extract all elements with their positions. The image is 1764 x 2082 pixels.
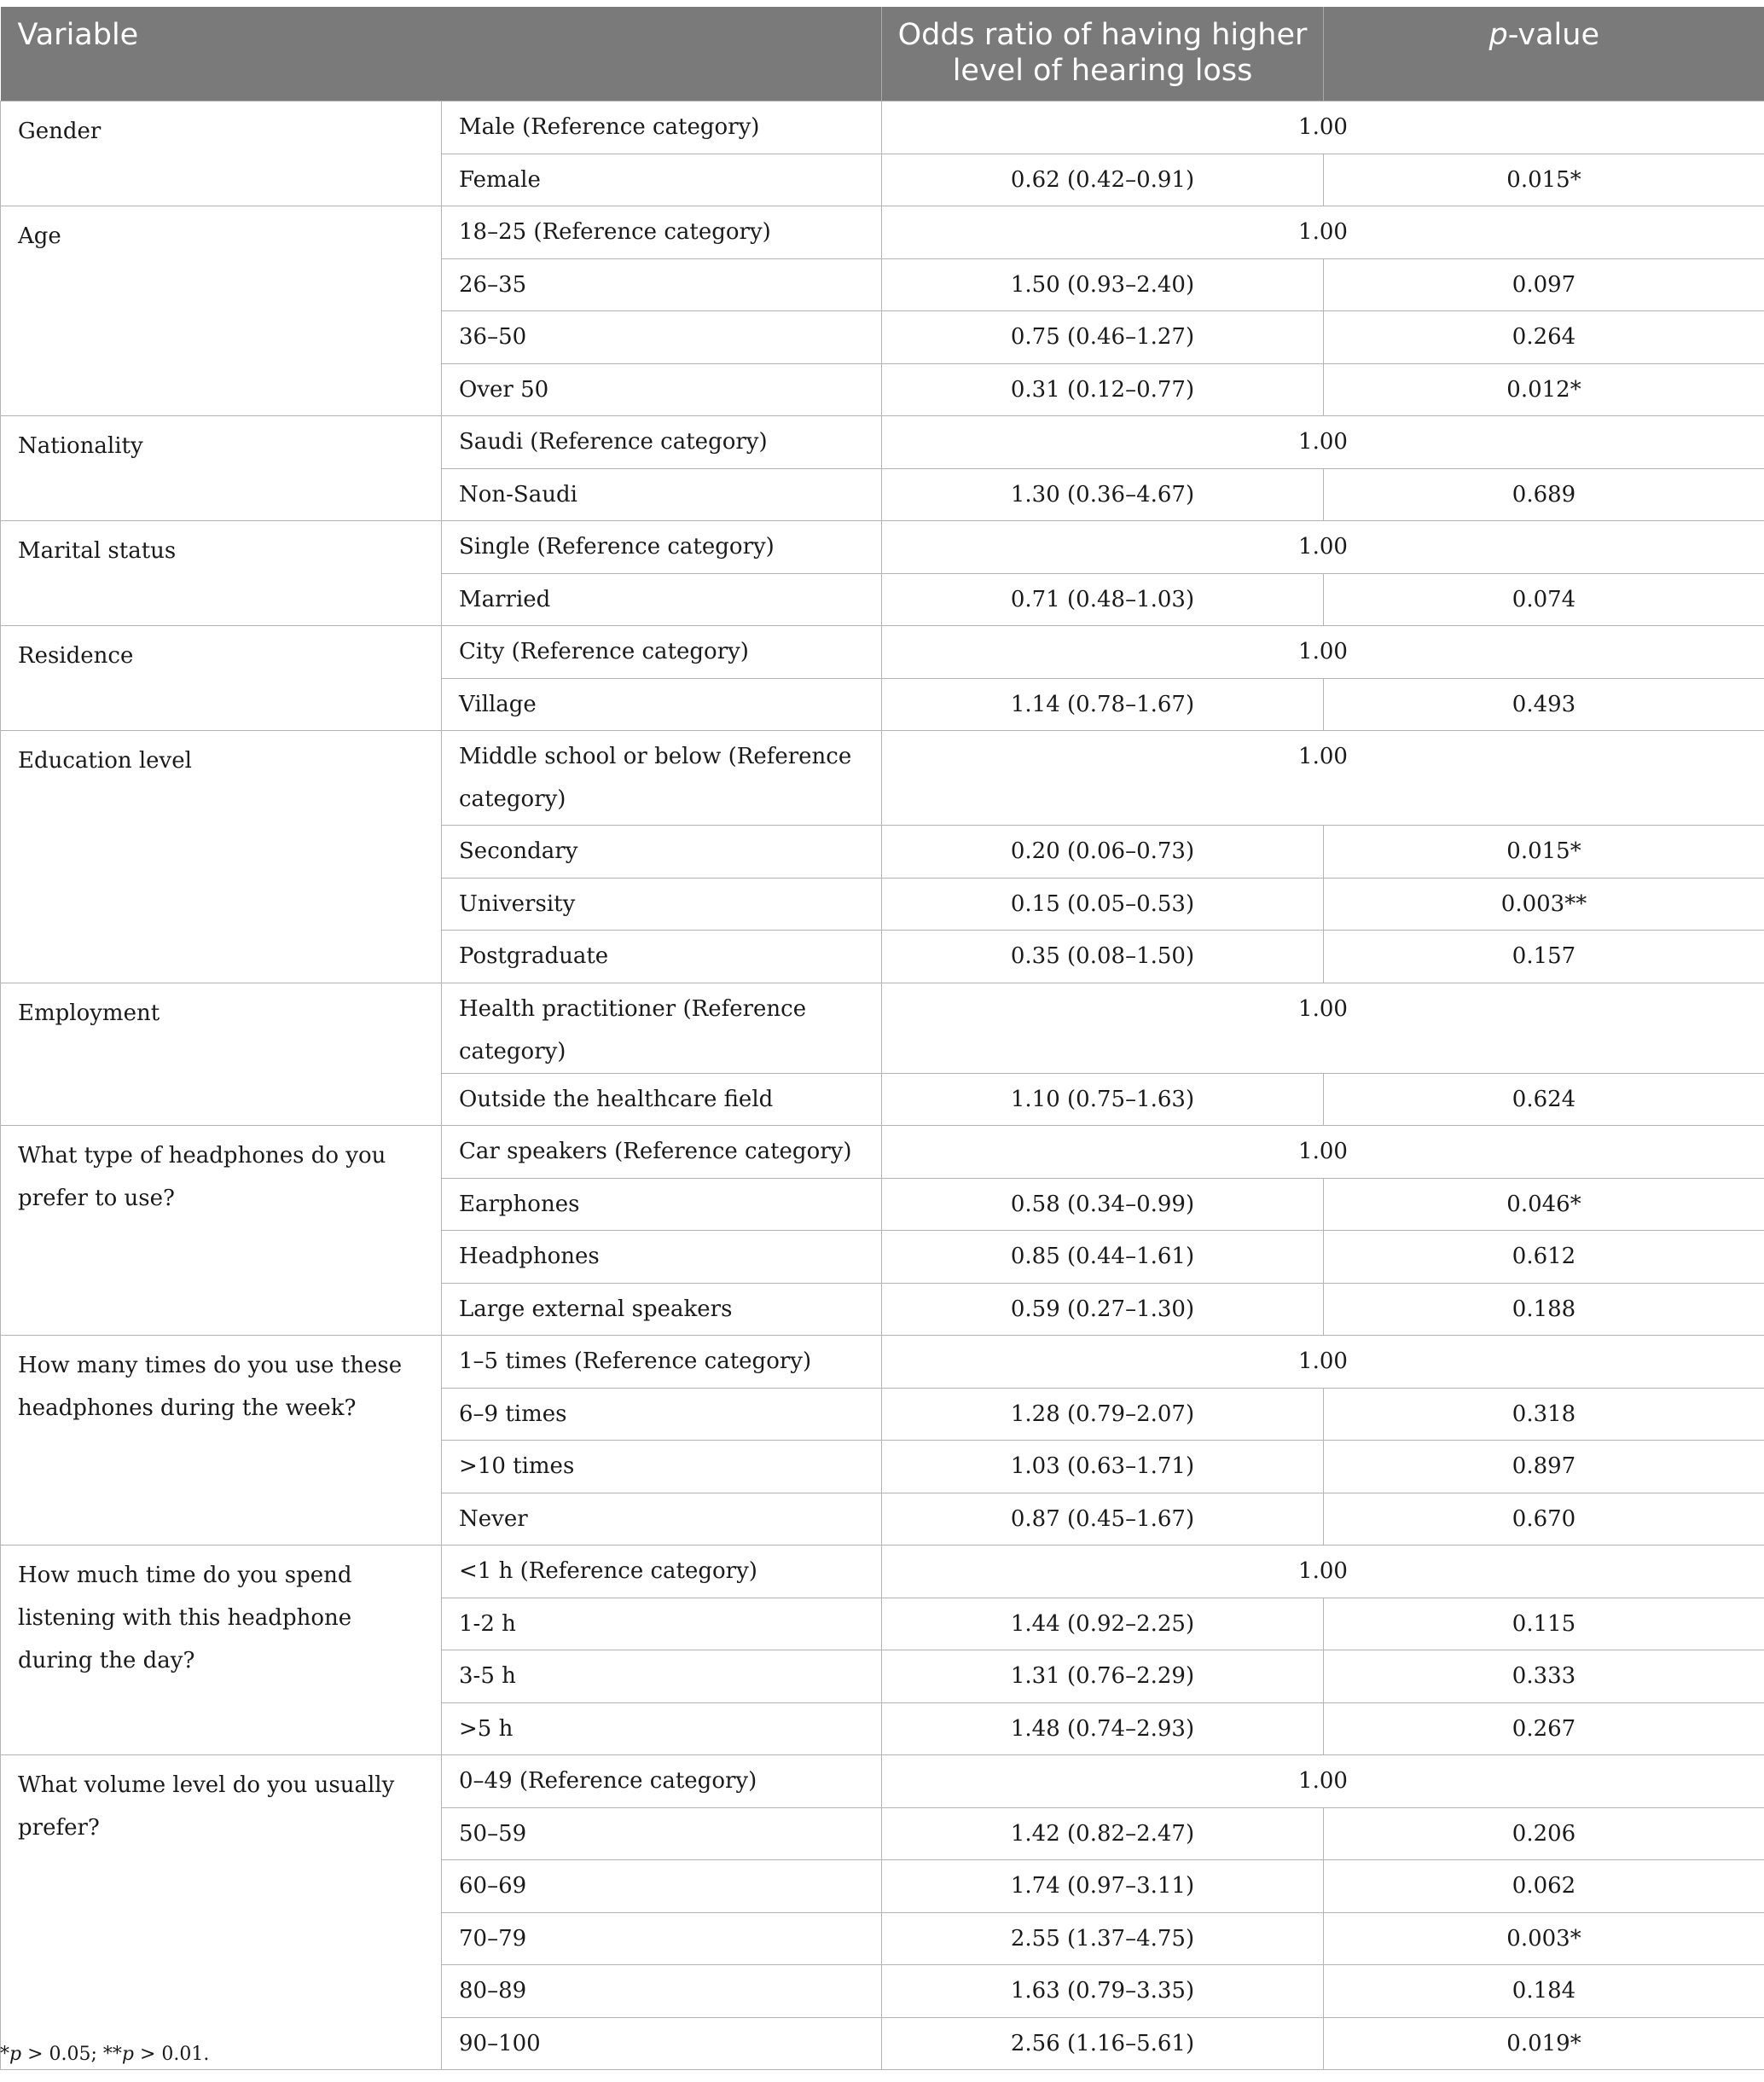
odds-ratio-cell: 0.87 (0.45–1.67) <box>882 1493 1324 1546</box>
table-row <box>1 101 1764 154</box>
p-value-cell: 0.015* <box>1324 154 1764 206</box>
reference-value-cell: 1.00 <box>882 983 1764 1073</box>
footnote: *p > 0.05; **p > 0.01. <box>0 2044 210 2065</box>
table-row <box>1 416 1764 469</box>
category-cell: City (Reference category) <box>442 626 882 679</box>
category-cell: Car speakers (Reference category) <box>442 1126 882 1179</box>
p-value-cell: 0.318 <box>1324 1388 1764 1441</box>
p-value-cell: 0.897 <box>1324 1441 1764 1493</box>
table-container <box>0 7 1764 2070</box>
header-p-value: p-value <box>1324 7 1764 101</box>
p-value-cell: 0.012* <box>1324 363 1764 416</box>
table-row <box>1 1336 1764 1389</box>
odds-ratio-cell: 0.20 (0.06–0.73) <box>882 826 1324 879</box>
category-cell: >5 h <box>442 1702 882 1755</box>
p-value-cell: 0.062 <box>1324 1860 1764 1913</box>
p-value-cell: 0.206 <box>1324 1807 1764 1860</box>
odds-ratio-cell: 1.10 (0.75–1.63) <box>882 1073 1324 1126</box>
p-value-cell: 0.267 <box>1324 1702 1764 1755</box>
category-cell: 90–100 <box>442 2017 882 2070</box>
category-cell: 36–50 <box>442 311 882 364</box>
p-value-cell: 0.184 <box>1324 1965 1764 2018</box>
table-row <box>1 983 1764 1073</box>
category-cell: Secondary <box>442 826 882 879</box>
category-cell: 70–79 <box>442 1912 882 1965</box>
table-body <box>1 101 1764 2070</box>
odds-ratio-cell: 1.42 (0.82–2.47) <box>882 1807 1324 1860</box>
category-cell: Female <box>442 154 882 206</box>
odds-ratio-cell: 0.59 (0.27–1.30) <box>882 1283 1324 1336</box>
category-cell: Over 50 <box>442 363 882 416</box>
category-cell: 26–35 <box>442 258 882 311</box>
category-cell: Large external speakers <box>442 1283 882 1336</box>
table-row <box>1 521 1764 574</box>
category-cell: Single (Reference category) <box>442 521 882 574</box>
category-cell: <1 h (Reference category) <box>442 1546 882 1598</box>
category-cell: Headphones <box>442 1231 882 1284</box>
category-cell: Village <box>442 678 882 731</box>
category-cell: 6–9 times <box>442 1388 882 1441</box>
category-cell: >10 times <box>442 1441 882 1493</box>
p-value-cell: 0.003** <box>1324 878 1764 931</box>
reference-value-cell: 1.00 <box>882 521 1764 574</box>
category-cell: 1-2 h <box>442 1598 882 1650</box>
odds-ratio-cell: 1.44 (0.92–2.25) <box>882 1598 1324 1650</box>
p-value-cell: 0.157 <box>1324 931 1764 983</box>
table-row <box>1 731 1764 826</box>
odds-ratio-cell: 1.63 (0.79–3.35) <box>882 1965 1324 2018</box>
odds-ratio-cell: 0.31 (0.12–0.77) <box>882 363 1324 416</box>
reference-value-cell: 1.00 <box>882 1755 1764 1808</box>
odds-ratio-cell: 1.50 (0.93–2.40) <box>882 258 1324 311</box>
table-row <box>1 1546 1764 1598</box>
odds-ratio-cell: 1.28 (0.79–2.07) <box>882 1388 1324 1441</box>
category-cell: Saudi (Reference category) <box>442 416 882 469</box>
category-cell: Married <box>442 573 882 626</box>
category-cell: Non-Saudi <box>442 468 882 521</box>
odds-ratio-cell: 1.30 (0.36–4.67) <box>882 468 1324 521</box>
category-cell: Outside the healthcare field <box>442 1073 882 1126</box>
header-variable: Variable <box>1 7 882 101</box>
category-cell: 18–25 (Reference category) <box>442 206 882 259</box>
p-value-cell: 0.097 <box>1324 258 1764 311</box>
p-value-cell: 0.019* <box>1324 2017 1764 2070</box>
p-value-cell: 0.264 <box>1324 311 1764 364</box>
variable-cell: How many times do you use these headphones during the week? <box>1 1336 442 1546</box>
category-cell: 3-5 h <box>442 1650 882 1703</box>
reference-value-cell: 1.00 <box>882 1126 1764 1179</box>
variable-cell: How much time do you spend listening with this headphone during the day? <box>1 1546 442 1755</box>
p-value-cell: 0.015* <box>1324 826 1764 879</box>
category-cell: 60–69 <box>442 1860 882 1913</box>
odds-ratio-cell: 2.56 (1.16–5.61) <box>882 2017 1324 2070</box>
category-cell: Male (Reference category) <box>442 101 882 154</box>
variable-cell: Age <box>1 206 442 416</box>
odds-ratio-cell: 0.35 (0.08–1.50) <box>882 931 1324 983</box>
table-row <box>1 1126 1764 1179</box>
category-cell: 0–49 (Reference category) <box>442 1755 882 1808</box>
p-value-cell: 0.493 <box>1324 678 1764 731</box>
table-row <box>1 626 1764 679</box>
p-value-cell: 0.624 <box>1324 1073 1764 1126</box>
variable-cell: Residence <box>1 626 442 731</box>
table-row <box>1 206 1764 259</box>
variable-cell: What volume level do you usually prefer? <box>1 1755 442 2070</box>
p-value-cell: 0.689 <box>1324 468 1764 521</box>
p-value-cell: 0.046* <box>1324 1178 1764 1231</box>
header-odds-ratio: Odds ratio of having higher level of hearing loss <box>882 7 1324 101</box>
p-value-cell: 0.670 <box>1324 1493 1764 1546</box>
reference-value-cell: 1.00 <box>882 1336 1764 1389</box>
odds-ratio-cell: 2.55 (1.37–4.75) <box>882 1912 1324 1965</box>
reference-value-cell: 1.00 <box>882 1546 1764 1598</box>
odds-ratio-cell: 1.31 (0.76–2.29) <box>882 1650 1324 1703</box>
odds-ratio-cell: 1.74 (0.97–3.11) <box>882 1860 1324 1913</box>
p-value-cell: 0.115 <box>1324 1598 1764 1650</box>
category-cell: Middle school or below (Reference category) <box>442 731 882 826</box>
reference-value-cell: 1.00 <box>882 416 1764 469</box>
odds-ratio-cell: 0.71 (0.48–1.03) <box>882 573 1324 626</box>
odds-ratio-cell: 1.48 (0.74–2.93) <box>882 1702 1324 1755</box>
odds-ratio-cell: 0.62 (0.42–0.91) <box>882 154 1324 206</box>
p-value-cell: 0.074 <box>1324 573 1764 626</box>
variable-cell: Gender <box>1 101 442 206</box>
variable-cell: Marital status <box>1 521 442 626</box>
category-cell: Never <box>442 1493 882 1546</box>
odds-ratio-table <box>0 7 1764 2070</box>
category-cell: Health practitioner (Reference category) <box>442 983 882 1073</box>
category-cell: 1–5 times (Reference category) <box>442 1336 882 1389</box>
p-value-cell: 0.612 <box>1324 1231 1764 1284</box>
reference-value-cell: 1.00 <box>882 626 1764 679</box>
reference-value-cell: 1.00 <box>882 731 1764 826</box>
variable-cell: Education level <box>1 731 442 983</box>
odds-ratio-cell: 1.03 (0.63–1.71) <box>882 1441 1324 1493</box>
p-value-cell: 0.003* <box>1324 1912 1764 1965</box>
reference-value-cell: 1.00 <box>882 101 1764 154</box>
reference-value-cell: 1.00 <box>882 206 1764 259</box>
odds-ratio-cell: 0.85 (0.44–1.61) <box>882 1231 1324 1284</box>
odds-ratio-cell: 0.75 (0.46–1.27) <box>882 311 1324 364</box>
category-cell: 80–89 <box>442 1965 882 2018</box>
variable-cell: What type of headphones do you prefer to use? <box>1 1126 442 1336</box>
table-header <box>1 7 1764 101</box>
odds-ratio-cell: 0.15 (0.05–0.53) <box>882 878 1324 931</box>
category-cell: University <box>442 878 882 931</box>
category-cell: 50–59 <box>442 1807 882 1860</box>
variable-cell: Employment <box>1 983 442 1126</box>
category-cell: Postgraduate <box>442 931 882 983</box>
odds-ratio-cell: 0.58 (0.34–0.99) <box>882 1178 1324 1231</box>
variable-cell: Nationality <box>1 416 442 521</box>
odds-ratio-cell: 1.14 (0.78–1.67) <box>882 678 1324 731</box>
p-value-cell: 0.333 <box>1324 1650 1764 1703</box>
category-cell: Earphones <box>442 1178 882 1231</box>
table-row <box>1 1755 1764 1808</box>
p-value-cell: 0.188 <box>1324 1283 1764 1336</box>
